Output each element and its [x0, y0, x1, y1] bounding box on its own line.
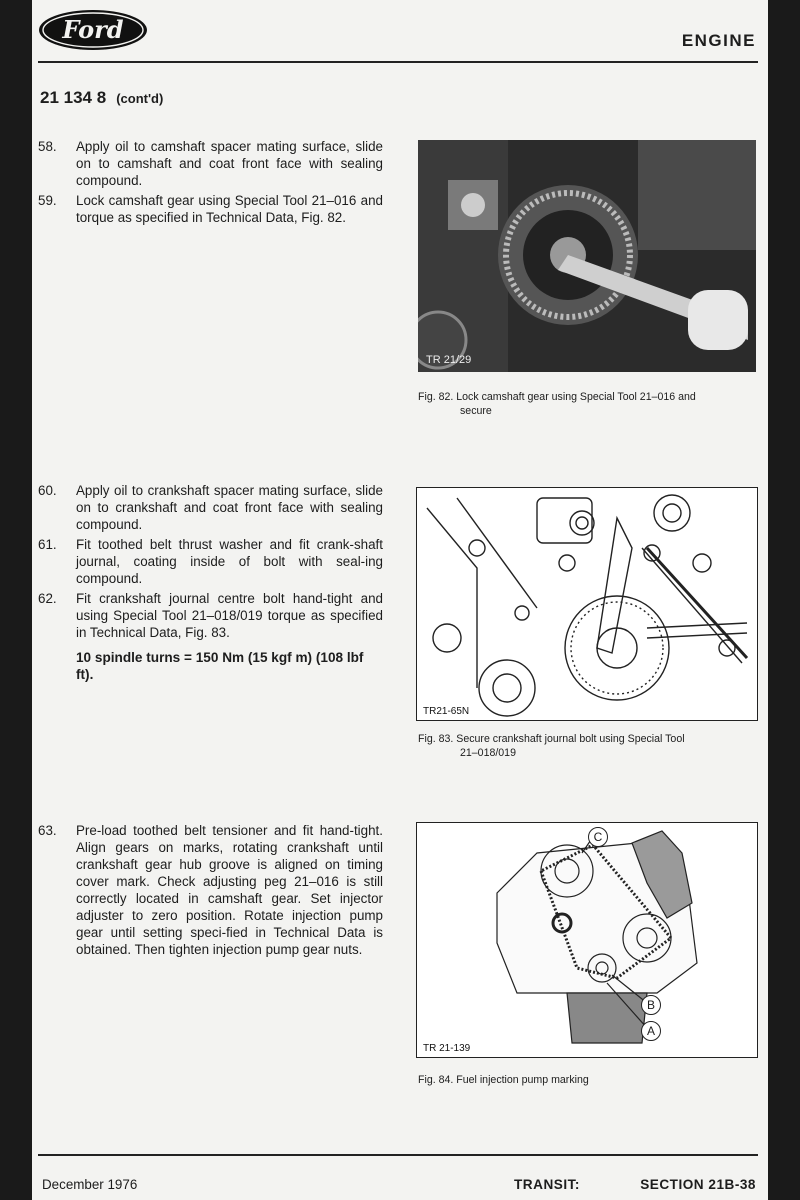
step-text: Pre-load toothed belt tensioner and fit hand-tight. Align gears on marks, rotating crankshaft until crankshaft gear hub groove is aligned on timing cover mark. Check adjusting peg 21–016 is still correctly located in camshaft gear. Set injector adjuster to zero position. Rotate injection pump gear until setting speci-fied in Technical Data is obtained. Then tighten injection pump gear nuts. [76, 823, 383, 957]
step-number: 62. [38, 591, 57, 606]
torque-spec: 10 spindle turns = 150 Nm (15 kgf m) (108 lbf ft). [76, 650, 364, 682]
figure-82-caption [418, 390, 748, 418]
label-a: A [641, 1021, 661, 1041]
step-number: 58. [38, 139, 57, 154]
step-58 [38, 138, 383, 189]
step-text: Apply oil to camshaft spacer mating surface, slide on to camshaft and coat front face with sealing compound. [76, 139, 383, 188]
step-63 [38, 822, 383, 958]
figure-ref: TR 21-139 [423, 1043, 471, 1054]
step-text: Fit toothed belt thrust washer and fit crank-shaft journal, coating inside of bolt with seal-ing compound. [76, 537, 383, 586]
ford-logo [37, 8, 149, 52]
figure-82-photo [418, 140, 756, 372]
caption-line: Fig. 83. Secure crankshaft journal bolt using Special Tool [418, 733, 685, 745]
step-text: Apply oil to crankshaft spacer mating surface, slide on to crankshaft and coat front face with sealing compound. [76, 483, 383, 532]
step-62 [38, 590, 383, 683]
caption-line: Fig. 82. Lock camshaft gear using Special Tool 21–016 and [418, 391, 696, 403]
figure-84-caption [418, 1073, 748, 1087]
figure-84-diagram [416, 822, 758, 1058]
step-61 [38, 536, 383, 587]
step-number: 59. [38, 193, 57, 208]
step-number: 63. [38, 823, 57, 838]
step-number: 61. [38, 537, 57, 552]
caption-line: secure [460, 405, 492, 417]
step-text: Fit crankshaft journal centre bolt hand-tight and using Special Tool 21–018/019 torque as specified in Technical Data, Fig. 83. [76, 591, 383, 640]
figure-ref: TR 21/29 [426, 354, 472, 366]
section-title: ENGINE [681, 31, 756, 50]
footer-series: TRANSIT: [514, 1177, 580, 1192]
operation-suffix: (cont'd) [116, 91, 164, 106]
step-59 [38, 192, 383, 226]
step-number: 60. [38, 483, 57, 498]
label-c: C [588, 827, 608, 847]
caption-line: Fig. 84. Fuel injection pump marking [418, 1074, 589, 1086]
operation-code: 21 134 8 [40, 88, 107, 107]
figure-ref: TR21-65N [423, 706, 470, 717]
ford-logo-text: Ford [62, 15, 124, 44]
figure-83-drawing [416, 487, 758, 721]
manual-page [32, 0, 768, 1200]
footer-section: SECTION 21B-38 [640, 1177, 756, 1192]
footer-date: December 1976 [42, 1177, 138, 1192]
operation-heading [40, 88, 163, 108]
label-b: B [641, 995, 661, 1015]
step-60 [38, 482, 383, 533]
figure-83-caption [418, 732, 748, 760]
header-rule [38, 61, 758, 63]
step-text: Lock camshaft gear using Special Tool 21–016 and torque as specified in Technical Data, Fig. 82. [76, 193, 383, 225]
footer-rule [38, 1154, 758, 1156]
caption-line: 21–018/019 [460, 747, 516, 759]
